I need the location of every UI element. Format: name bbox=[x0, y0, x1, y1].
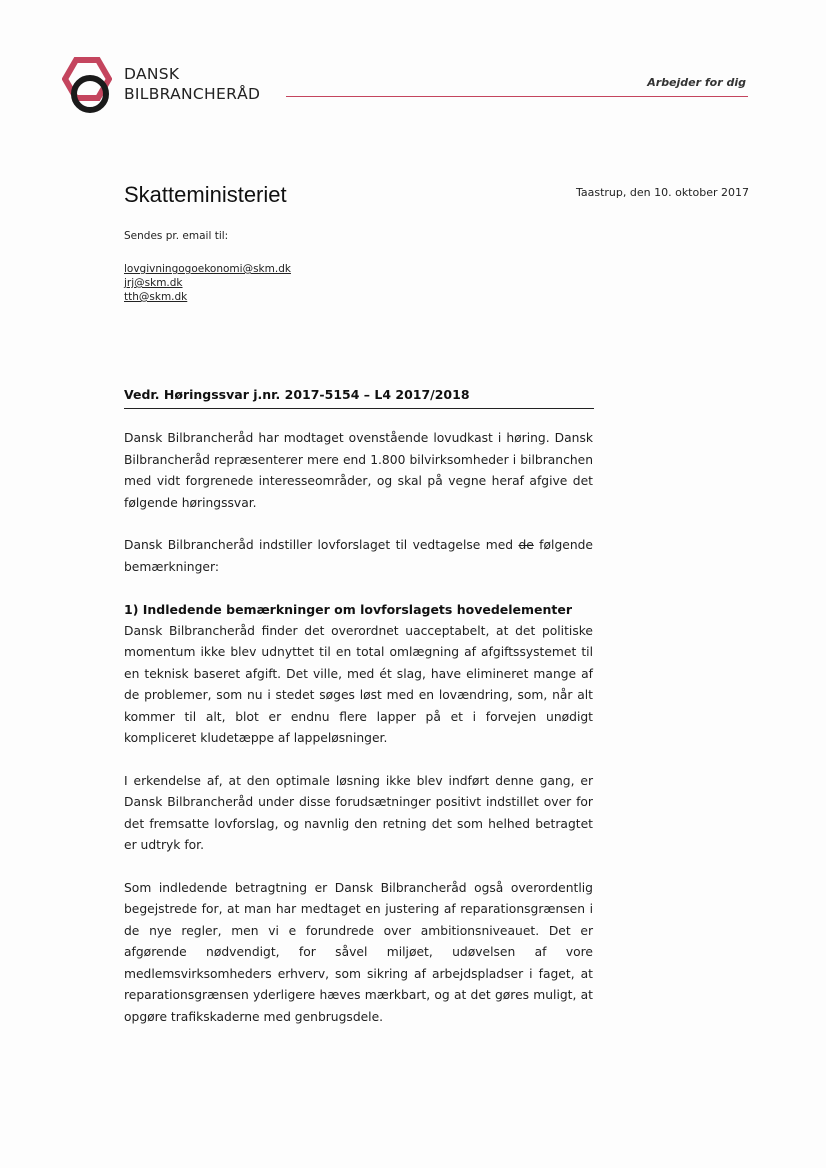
section-heading: 1) Indledende bemærkninger om lovforslagets hovedelementer bbox=[124, 602, 573, 617]
paragraph: Dansk Bilbrancheråd finder det overordnet uacceptabelt, at det politiske momentum ikke blev udnyttet til en total omlægning af afgiftssystemet til en teknisk baseret afgift. Det ville, med ét slag, have elimineret mange af de problemer, som nu i stedet søges løst med en lovændring, som, når alt kommer til alt, blot er endnu flere lapper på et i forvejen unødigt kompliceret kludetæppe af lappeløsninger. bbox=[124, 623, 593, 745]
paragraph-text: følgende bemærkninger: bbox=[124, 538, 593, 574]
email-link[interactable]: lovgivningogoekonomi@skm.dk bbox=[124, 263, 291, 275]
letter-date: Taastrup, den 10. oktober 2017 bbox=[575, 186, 749, 199]
recipient-title: Skatteministeriet bbox=[124, 182, 287, 207]
struck-word: de bbox=[518, 538, 534, 552]
paragraph: Som indledende betragtning er Dansk Bilbrancheråd også overordentlig begejstrede for, at man har medtaget en justering af reparationsgrænsen i de nye regler, men vi e forundrede over ambitionsniveauet. Det er afgørende nødvendigt, for såvel miljøet, udøvelsen af vore medlemsvirksomheders erhverv, som sikring af arbejdspladser i faget, at reparationsgrænsen yderligere hæves mærkbart, og at det gøres muligt, at opgøre trafikskaderne med genbrugsdele. bbox=[124, 880, 593, 1024]
letter-body bbox=[124, 428, 593, 1028]
email-link[interactable]: jrj@skm.dk bbox=[124, 277, 183, 289]
organization-name bbox=[124, 64, 260, 104]
email-list bbox=[124, 262, 291, 304]
org-name-line2: BILBRANCHERÅD bbox=[124, 85, 261, 103]
paragraph bbox=[124, 535, 593, 578]
header-rule bbox=[286, 96, 748, 97]
org-name-line1: DANSK bbox=[124, 65, 180, 83]
logo-icon bbox=[62, 56, 112, 116]
paragraph: I erkendelse af, at den optimale løsning ikke blev indført denne gang, er Dansk Bilbrancheråd under disse forudsætninger positivt indstillet over for det fremsatte lovforslag, og navnlig den retning det som helhed betragtet er udtryk for. bbox=[124, 773, 593, 852]
paragraph-text: Dansk Bilbrancheråd indstiller lovforslaget til vedtagelse med bbox=[124, 538, 519, 552]
send-instruction: Sendes pr. email til: bbox=[124, 230, 229, 242]
tagline: Arbejder for dig bbox=[647, 76, 746, 89]
subject-line: Vedr. Høringssvar j.nr. 2017-5154 – L4 2017/2018 bbox=[124, 387, 594, 409]
paragraph: Dansk Bilbrancheråd har modtaget ovenstående lovudkast i høring. Dansk Bilbrancheråd repræsenterer mere end 1.800 bilvirksomheder i bilbranchen med vidt forgrenede interesseområder, og skal på vegne heraf afgive det følgende høringssvar. bbox=[124, 431, 593, 510]
email-link[interactable]: tth@skm.dk bbox=[124, 291, 188, 303]
